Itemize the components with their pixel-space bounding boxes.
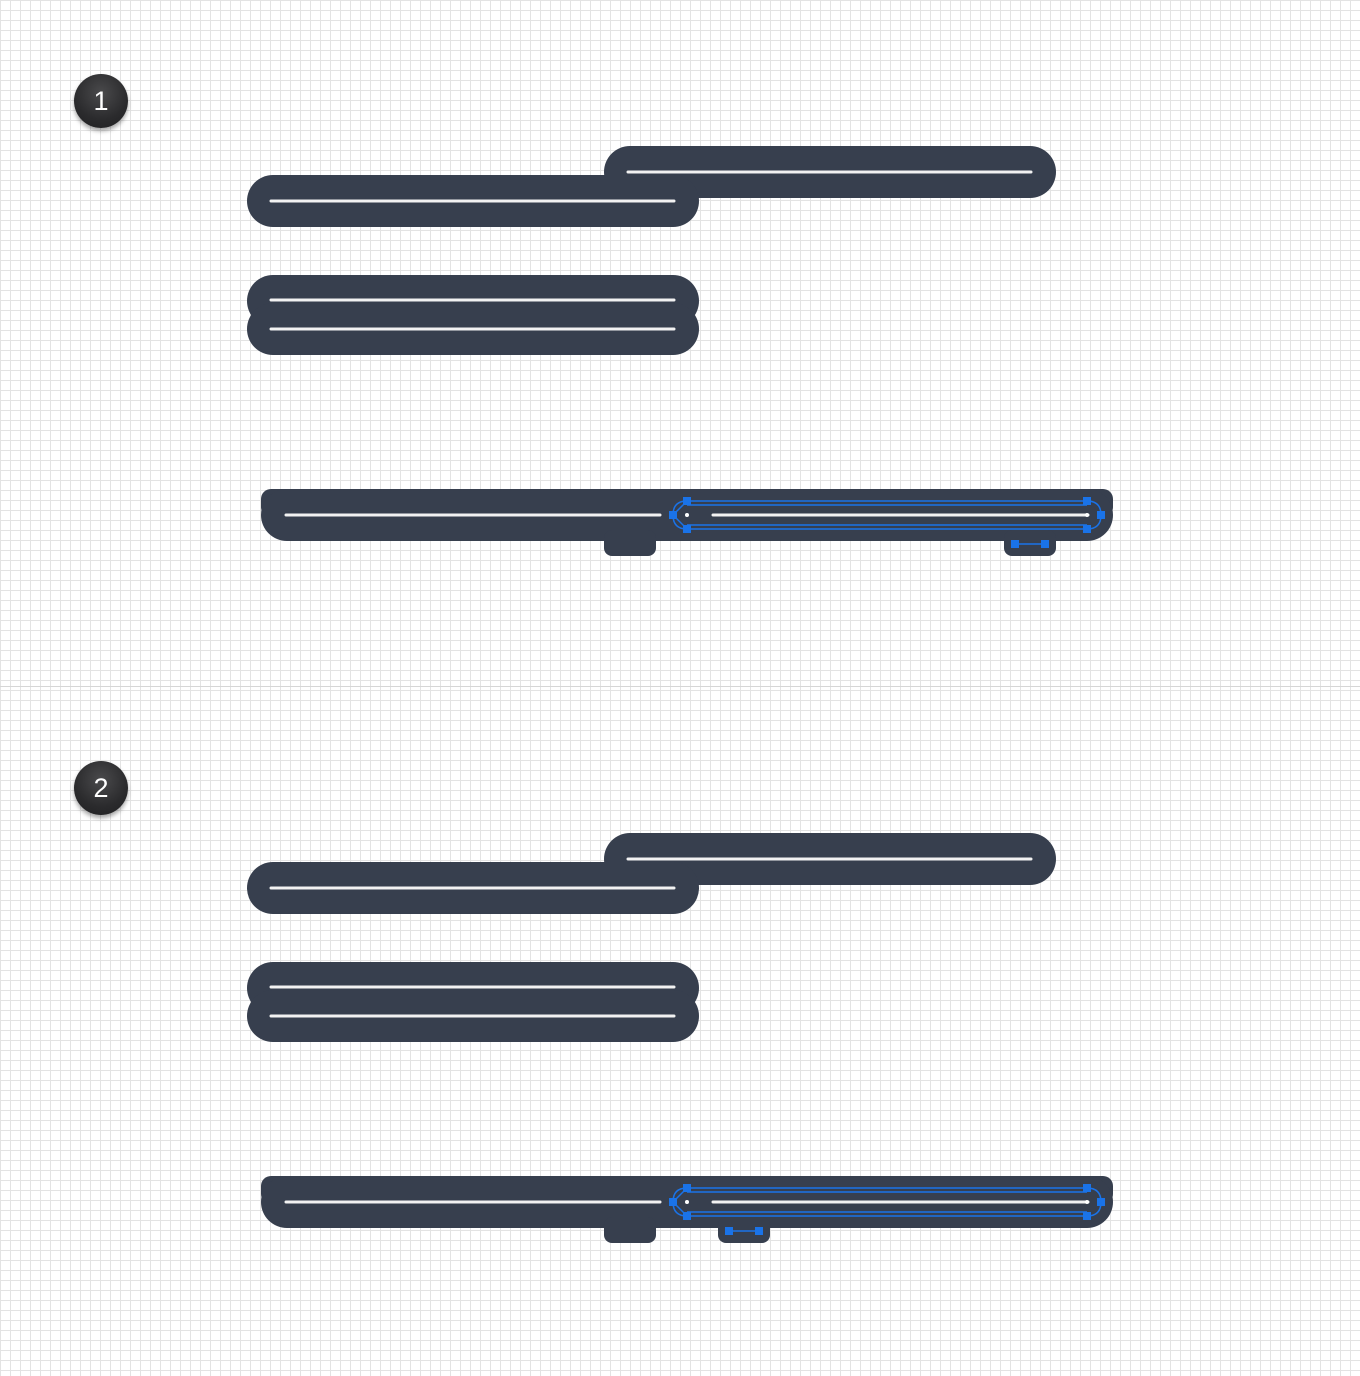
step-2-artwork	[0, 687, 1360, 1376]
selection-handle-icon[interactable]	[683, 497, 691, 505]
step-badge-2: 2	[74, 761, 128, 815]
selection-handle-icon[interactable]	[683, 525, 691, 533]
bar-top-left[interactable]	[247, 862, 699, 914]
selection-handle-icon[interactable]	[1097, 511, 1105, 519]
moved-segment-tab[interactable]	[718, 1217, 770, 1243]
anchor-point-icon	[685, 1200, 689, 1204]
selection-handle-icon[interactable]	[1083, 1184, 1091, 1192]
selection-handle-icon[interactable]	[725, 1227, 733, 1235]
selection-handle-icon[interactable]	[755, 1227, 763, 1235]
selection-handle-icon[interactable]	[1083, 497, 1091, 505]
selection-handle-icon[interactable]	[1041, 540, 1049, 548]
bar-stack-lower[interactable]	[247, 990, 699, 1042]
step-badge-1: 1	[74, 74, 128, 128]
bar-stack-lower[interactable]	[247, 303, 699, 355]
selection-handle-icon[interactable]	[669, 1198, 677, 1206]
selection-handle-icon[interactable]	[1097, 1198, 1105, 1206]
step-panel-1	[0, 0, 1360, 687]
selection-handle-icon[interactable]	[683, 1212, 691, 1220]
selection-handle-icon[interactable]	[683, 1184, 691, 1192]
anchor-point-icon	[1085, 513, 1089, 517]
left-segment-tab[interactable]	[604, 530, 656, 556]
right-segment-tab[interactable]	[1004, 530, 1056, 556]
selection-handle-icon[interactable]	[1011, 540, 1019, 548]
step-panel-2	[0, 687, 1360, 1376]
anchor-point-icon	[1085, 1200, 1089, 1204]
selection-handle-icon[interactable]	[1083, 1212, 1091, 1220]
selection-handle-icon[interactable]	[1083, 525, 1091, 533]
bar-top-left[interactable]	[247, 175, 699, 227]
selection-handle-icon[interactable]	[669, 511, 677, 519]
step-1-artwork	[0, 0, 1360, 687]
left-segment-tab[interactable]	[604, 1217, 656, 1243]
anchor-point-icon	[685, 513, 689, 517]
